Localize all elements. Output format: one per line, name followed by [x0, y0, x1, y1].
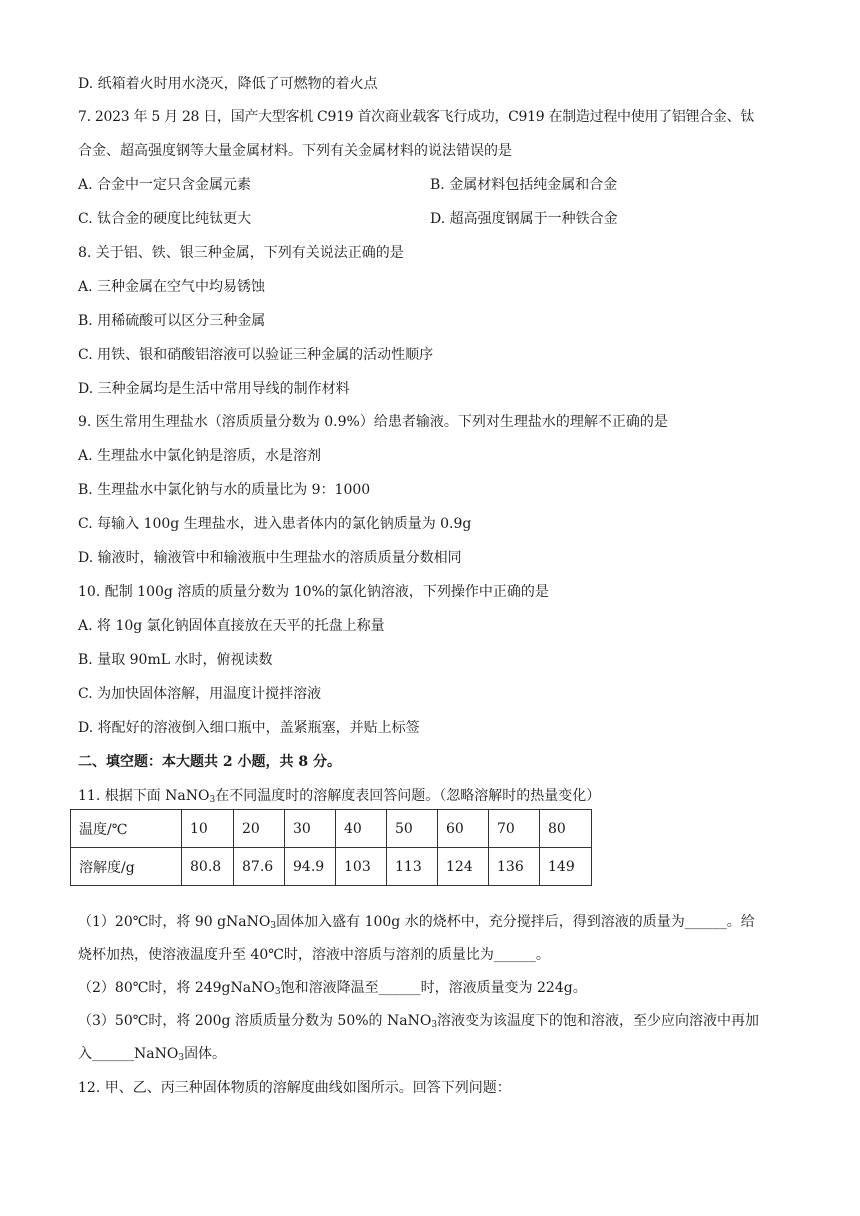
q10-stem: 10. 配制 100g 溶质的质量分数为 10%的氯化钠溶液，下列操作中正确的是 — [78, 584, 549, 600]
table-cell: 50 — [387, 810, 438, 848]
table-cell: 124 — [438, 848, 489, 886]
q9-stem: 9. 医生常用生理盐水（溶质质量分数为 0.9%）给患者输液。下列对生理盐水的理解不正确的是 — [78, 414, 668, 430]
section-2-heading: 二、填空题：本大题共 2 小题，共 8 分。 — [78, 754, 341, 770]
table-cell: 87.6 — [234, 848, 285, 886]
table-cell: 113 — [387, 848, 438, 886]
q8-option-c: C. 用铁、银和硝酸铝溶液可以验证三种金属的活动性顺序 — [78, 347, 434, 363]
table-cell: 10 — [182, 810, 234, 848]
q9-option-d: D. 输液时，输液管中和输液瓶中生理盐水的溶质质量分数相同 — [78, 550, 462, 566]
q12-stem: 12. 甲、乙、丙三种固体物质的溶解度曲线如图所示。回答下列问题： — [78, 1080, 511, 1096]
table-cell: 30 — [285, 810, 336, 848]
row-label-solubility: 溶解度/g — [71, 848, 182, 886]
q11-stem: 11. 根据下面 NaNO$_3$在不同温度时的溶解度表回答问题。（忽略溶解时的热量变化） — [78, 788, 601, 805]
q6-option-d: D. 纸箱着火时用水浇灭，降低了可燃物的着火点 — [78, 76, 378, 92]
table-cell: 40 — [336, 810, 387, 848]
table-cell: 103 — [336, 848, 387, 886]
q11-part1-line2: 烧杯加热，使溶液温度升至 40℃时，溶液中溶质与溶剂的质量比为______。 — [78, 947, 550, 963]
q7-option-b: B. 金属材料包括纯金属和合金 — [430, 177, 618, 193]
q10-option-a: A. 将 10g 氯化钠固体直接放在天平的托盘上称量 — [78, 618, 385, 634]
table-cell: 94.9 — [285, 848, 336, 886]
table-cell: 80 — [540, 810, 592, 848]
q8-option-a: A. 三种金属在空气中均易锈蚀 — [78, 279, 266, 295]
q7-stem-line1: 7. 2023 年 5 月 28 日，国产大型客机 C919 首次商业载客飞行成功，C919 在制造过程中使用了铝锂合金、钛 — [78, 109, 755, 125]
q9-option-c: C. 每输入 100g 生理盐水，进入患者体内的氯化钠质量为 0.9g — [78, 516, 472, 532]
table-cell: 60 — [438, 810, 489, 848]
q8-option-d: D. 三种金属均是生活中常用导线的制作材料 — [78, 381, 350, 397]
table-cell: 80.8 — [182, 848, 234, 886]
solubility-table — [70, 809, 592, 886]
q11-part2: （2）80℃时，将 249gNaNO$_3$饱和溶液降温至______时，溶液质量变为 224g。 — [78, 980, 587, 997]
q10-option-b: B. 量取 90mL 水时，俯视读数 — [78, 652, 273, 668]
table-cell: 20 — [234, 810, 285, 848]
q7-stem-line2: 合金、超高强度钢等大量金属材料。下列有关金属材料的说法错误的是 — [78, 143, 512, 159]
q8-stem: 8. 关于铝、铁、银三种金属，下列有关说法正确的是 — [78, 245, 404, 261]
q9-option-a: A. 生理盐水中氯化钠是溶质，水是溶剂 — [78, 448, 322, 464]
q7-option-a: A. 合金中一定只含金属元素 — [78, 177, 252, 193]
table-row — [71, 848, 592, 886]
q8-option-b: B. 用稀硫酸可以区分三种金属 — [78, 313, 266, 329]
q11-part1-line1: （1）20℃时，将 90 gNaNO$_3$固体加入盛有 100g 水的烧杯中，充分搅拌后，得到溶液的质量为______。给 — [78, 914, 755, 931]
q11-part3-line1: （3）50℃时，将 200g 溶质质量分数为 50%的 NaNO$_3$溶液变为该温度下的饱和溶液，至少应向溶液中再加 — [78, 1013, 760, 1030]
q7-option-d: D. 超高强度钢属于一种铁合金 — [430, 211, 618, 227]
q10-option-d: D. 将配好的溶液倒入细口瓶中，盖紧瓶塞，并贴上标签 — [78, 720, 420, 736]
table-row — [71, 810, 592, 848]
q11-part3-line2: 入______NaNO$_3$固体。 — [78, 1046, 227, 1063]
q7-option-c: C. 钛合金的硬度比纯钛更大 — [78, 211, 252, 227]
row-label-temperature: 温度/℃ — [71, 810, 182, 848]
q10-option-c: C. 为加快固体溶解，用温度计搅拌溶液 — [78, 686, 322, 702]
q9-option-b: B. 生理盐水中氯化钠与水的质量比为 9：1000 — [78, 482, 371, 498]
table-cell: 149 — [540, 848, 592, 886]
table-cell: 136 — [489, 848, 540, 886]
table-cell: 70 — [489, 810, 540, 848]
